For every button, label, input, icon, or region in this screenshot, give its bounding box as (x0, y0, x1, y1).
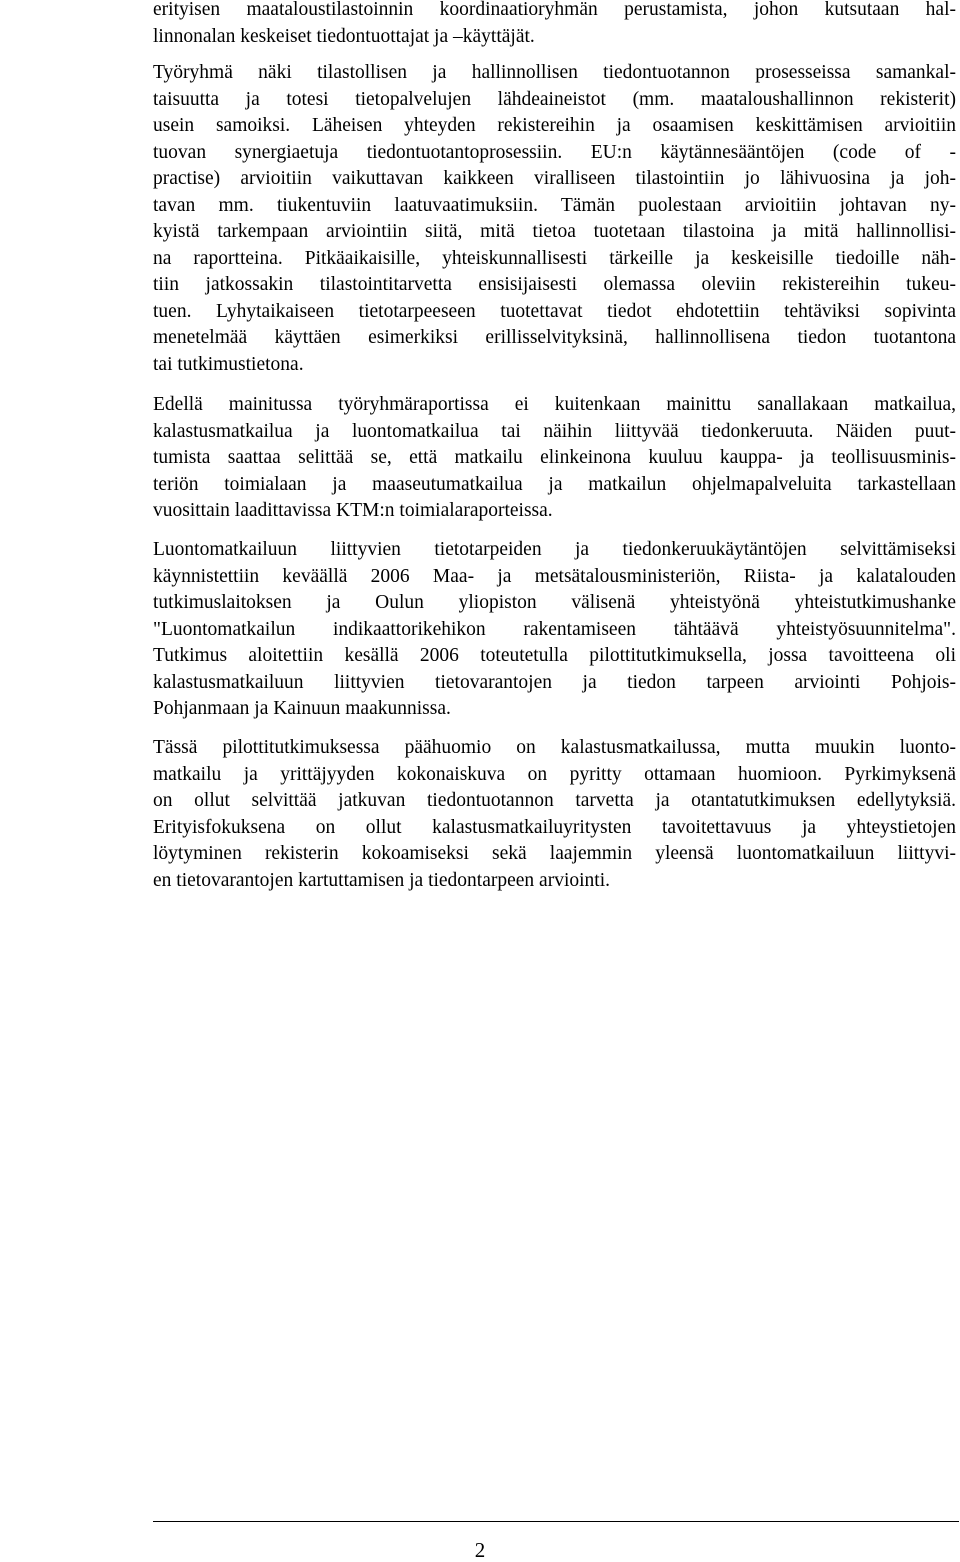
text-line: Edellä mainitussa työryhmäraportissa ei kuitenkaan mainittu sanallakaan matkailua, (153, 394, 956, 415)
text-line: practise) arvioitiin vaikuttavan kaikkeen viralliseen tilastointiin jo lähivuosina ja joh- (153, 168, 956, 189)
paragraph (153, 392, 956, 525)
text-line: löytyminen rekisterin kokoamiseksi sekä laajemmin yleensä luontomatkailuun liittyvi- (153, 843, 956, 864)
text-line: tiin jatkossakin tilastointitarvetta ensisijaisesti olemassa oleviin rekistereihin tukeu- (153, 274, 956, 295)
paragraph (153, 735, 956, 894)
text-line: tutkimuslaitoksen ja Oulun yliopiston välisenä yhteistyönä yhteistutkimushanke (153, 592, 956, 613)
text-line: tai tutkimustietona. (153, 353, 304, 375)
text-line: tavan mm. tiukentuviin laatuvaatimuksiin. Tämän puolestaan arvioitiin johtavan ny- (153, 194, 956, 216)
footer-divider (153, 1521, 959, 1522)
text-line: Työryhmä näki tilastollisen ja hallinnollisen tiedontuotannon prosesseissa samankal- (153, 62, 956, 83)
text-line: "Luontomatkailun indikaattorikehikon rakentamiseen tähtäävä yhteistyösuunnitelma". (153, 618, 956, 640)
text-line: kalastusmatkailuun liittyvien tietovarantojen ja tiedon tarpeen arviointi Pohjois- (153, 671, 956, 693)
text-line: erityisen maataloustilastoinnin koordinaatioryhmän perustamista, johon kutsutaan hal- (153, 0, 956, 20)
text-line: Luontomatkailuun liittyvien tietotarpeiden ja tiedonkeruukäytäntöjen selvittämiseksi (153, 539, 956, 560)
text-line: teriön toimialaan ja maaseutumatkailua ja matkailun ohjelmapalveluita tarkastellaan (153, 473, 956, 495)
text-line: tumista saattaa selittää se, että matkailu elinkeinona kuuluu kauppa- ja teollisuusminis- (153, 447, 956, 468)
text-line: kalastusmatkailua ja luontomatkailua tai näihin liittyvää tiedonkeruuta. Näiden puut- (153, 420, 956, 442)
text-line: menetelmää käyttäen esimerkiksi erillisselvityksinä, hallinnollisena tiedon tuotantona (153, 327, 956, 348)
text-line: en tietovarantojen kartuttamisen ja tiedontarpeen arviointi. (153, 869, 611, 891)
text-line: on ollut selvittää jatkuvan tiedontuotannon tarvetta ja otantatutkimuksen edellytyksiä. (153, 790, 956, 811)
text-line: na raportteina. Pitkäaikaisille, yhteiskunnallisesti tärkeille ja keskeisille tiedoille näh- (153, 247, 956, 269)
text-line: Pohjanmaan ja Kainuun maakunnissa. (153, 698, 451, 719)
text-line: vuosittain laadittavissa KTM:n toimialaraporteissa. (153, 500, 553, 521)
paragraph (153, 537, 956, 723)
page-number: 2 (474, 1538, 486, 1562)
paragraph (153, 60, 956, 378)
text-line: kyistä tarkempaan arviointiin siitä, mitä tietoa tuotetaan tilastoina ja mitä hallinnollisi- (153, 221, 956, 242)
text-line: matkailu ja yrittäjyyden kokonaiskuva on pyritty ottamaan huomioon. Pyrkimyksenä (153, 763, 956, 785)
text-line: Tässä pilottitutkimuksessa päähuomio on kalastusmatkailussa, mutta muukin luonto- (153, 737, 956, 758)
paragraph (153, 0, 956, 50)
text-line: käynnistettiin keväällä 2006 Maa- ja metsätalousministeriön, Riista- ja kalatalouden (153, 565, 956, 587)
text-line: tuovan synergiaetuja tiedontuotantoprosessiin. EU:n käytännesääntöjen (code of - (153, 141, 956, 163)
text-line: tuen. Lyhytaikaiseen tietotarpeeseen tuotettavat tiedot ehdotettiin tehtäviksi sopivinta (153, 300, 956, 322)
text-line: Tutkimus aloitettiin kesällä 2006 toteutetulla pilottitutkimuksella, jossa tavoitteena oli (153, 645, 956, 666)
text-line: linnonalan keskeiset tiedontuottajat ja –käyttäjät. (153, 25, 535, 47)
text-line: Erityisfokuksena on ollut kalastusmatkailuyritysten tavoitettavuus ja yhteystietojen (153, 816, 956, 838)
text-line: taisuutta ja totesi tietopalvelujen lähdeaineistot (mm. maataloushallinnon rekisterit) (153, 88, 956, 110)
text-line: usein samoiksi. Läheisen yhteyden rekistereihin ja osaamisen keskittämisen arvioitiin (153, 115, 956, 136)
